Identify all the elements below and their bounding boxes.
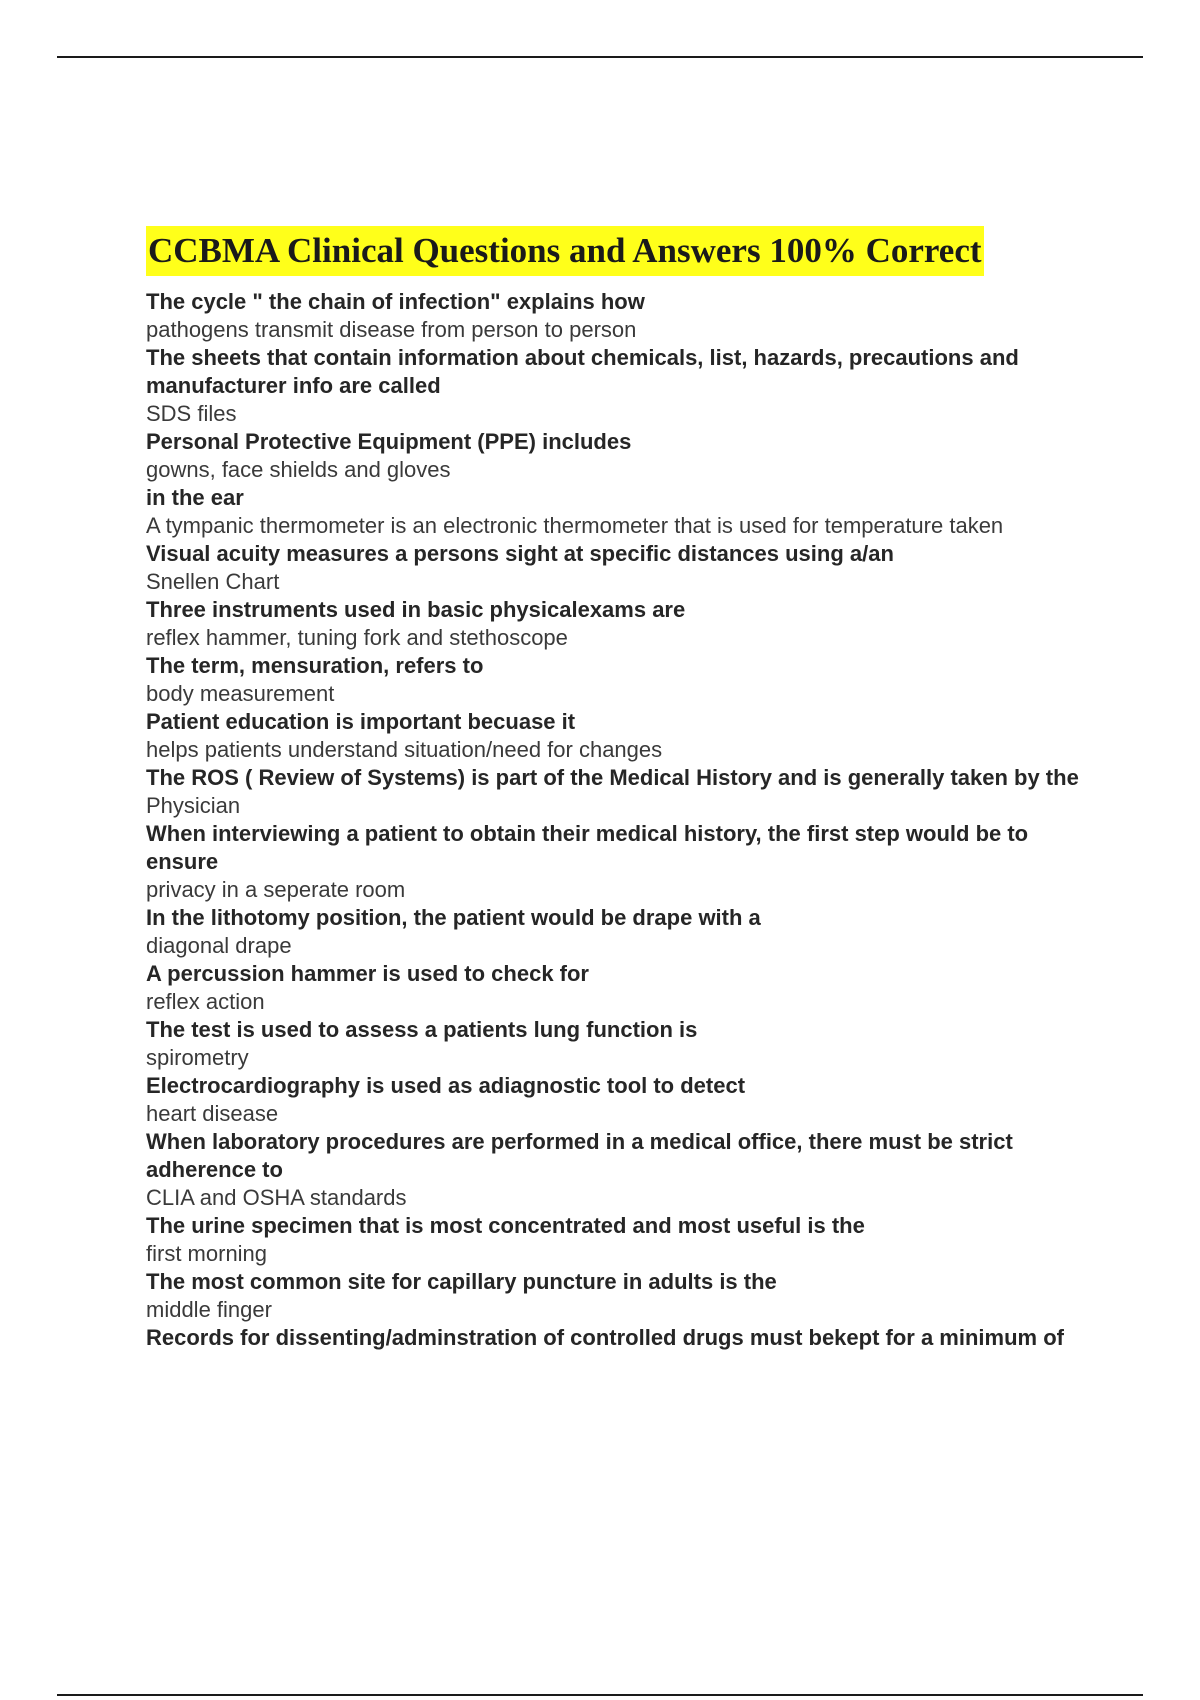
answer-text: reflex action xyxy=(146,989,265,1014)
question-text: The most common site for capillary puncture in adults is the xyxy=(146,1269,777,1294)
question-text: The sheets that contain information about chemicals, list, hazards, precautions and manufacturer info are called xyxy=(146,345,1019,398)
bottom-rule xyxy=(57,1694,1143,1696)
answer-text: body measurement xyxy=(146,681,335,706)
question-text: The cycle " the chain of infection" explains how xyxy=(146,289,645,314)
answer-text: middle finger xyxy=(146,1297,272,1322)
answer-text: first morning xyxy=(146,1241,268,1266)
question-text: The test is used to assess a patients lung function is xyxy=(146,1017,698,1042)
question-text: Visual acuity measures a persons sight at specific distances using a/an xyxy=(146,541,894,566)
question-text: Three instruments used in basic physicalexams are xyxy=(146,597,686,622)
question-text: When laboratory procedures are performed in a medical office, there must be strict adherence to xyxy=(146,1129,1013,1182)
answer-text: reflex hammer, tuning fork and stethoscope xyxy=(146,625,568,650)
question-text: The term, mensuration, refers to xyxy=(146,653,484,678)
answer-text: pathogens transmit disease from person to person xyxy=(146,317,637,342)
answer-text: privacy in a seperate room xyxy=(146,877,406,902)
question-text: Electrocardiography is used as adiagnostic tool to detect xyxy=(146,1073,746,1098)
answer-text: Physician xyxy=(146,793,241,818)
question-text: When interviewing a patient to obtain their medical history, the first step would be to ensure xyxy=(146,821,1029,874)
answer-text: diagonal drape xyxy=(146,933,292,958)
top-rule xyxy=(57,56,1143,58)
answer-text: helps patients understand situation/need for changes xyxy=(146,737,663,762)
document-body xyxy=(146,226,1106,1352)
answer-text: SDS files xyxy=(146,401,237,426)
answer-text: CLIA and OSHA standards xyxy=(146,1185,407,1210)
question-text: In the lithotomy position, the patient would be drape with a xyxy=(146,905,761,930)
answer-text: A tympanic thermometer is an electronic thermometer that is used for temperature taken xyxy=(146,513,1004,538)
question-text: The urine specimen that is most concentrated and most useful is the xyxy=(146,1213,865,1238)
answer-text: heart disease xyxy=(146,1101,279,1126)
question-text: in the ear xyxy=(146,485,244,510)
question-text: Personal Protective Equipment (PPE) includes xyxy=(146,429,632,454)
question-text: The ROS ( Review of Systems) is part of the Medical History and is generally taken by the xyxy=(146,765,1079,790)
answer-text: gowns, face shields and gloves xyxy=(146,457,451,482)
answer-text: spirometry xyxy=(146,1045,249,1070)
answer-text: Snellen Chart xyxy=(146,569,280,594)
document-title: CCBMA Clinical Questions and Answers 100% Correct xyxy=(146,226,984,276)
question-text: Records for dissenting/adminstration of controlled drugs must bekept for a minimum of xyxy=(146,1325,1064,1350)
question-text: A percussion hammer is used to check for xyxy=(146,961,589,986)
question-text: Patient education is important becuase it xyxy=(146,709,576,734)
qa-list xyxy=(146,288,1106,1352)
